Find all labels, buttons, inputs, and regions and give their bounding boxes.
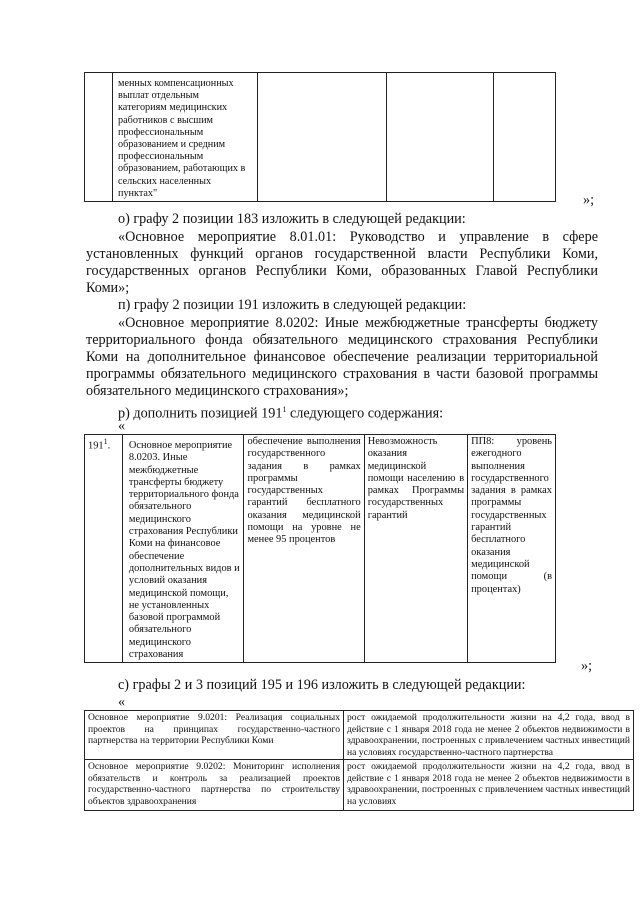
cell-text [113, 73, 258, 202]
superscript: 1 [282, 405, 287, 414]
table-191-1 [84, 434, 556, 663]
cell-empty [493, 73, 555, 202]
cell-content: Основное мероприятие 9.0202: Мониторинг исполнения обязательств и контроль за реализацией проектов государственно-частного партнерства по строительству объектов здравоохранения [88, 761, 340, 807]
cell-empty [257, 73, 386, 202]
cell-content: Основное мероприятие 9.0201: Реализация социальных проектов на принципах государственно-частного партнерства на территории Республики Коми [88, 712, 340, 746]
cell-col3 [344, 760, 634, 811]
close-quote: »; [583, 192, 595, 208]
item-s-heading: с) графы 2 и 3 позиций 195 и 196 изложить в следующей редакции: [118, 677, 526, 693]
cell-col3 [244, 435, 364, 663]
table-row [85, 435, 556, 663]
table-row [85, 73, 556, 202]
open-quote: « [118, 418, 126, 434]
item-o-heading: о) графу 2 позиции 183 изложить в следующей редакции: [118, 211, 466, 227]
heading-text: р) дополнить позицией 191 [118, 405, 283, 422]
cell-col5 [468, 435, 556, 663]
cell-col2 [85, 760, 344, 811]
cell-content: рост ожидаемой продолжительности жизни на 4,2 года, ввод в действие с 1 января 2018 года не менее 2 объектов недвижимости в здравоохранении, построенных с привлечением частных инвестиций на условиях [347, 761, 630, 807]
item-o-text: «Основное мероприятие 8.01.01: Руководство и управление в сфере установленных функций органов государственной власти Республики Коми, государственных органов Республики Коми, образованных Главой Республики Коми»; [86, 229, 598, 296]
cell-col3 [344, 711, 634, 760]
open-quote: « [118, 694, 126, 710]
cell-col4 [364, 435, 467, 663]
cell-content: Основное мероприятие 8.0203. Иные межбюджетные трансферты бюджету территориального фонда обязательного медицинского страхования Республики Коми на финансовое обеспечение дополнительных видов и условий оказания медицинской помощи, не установленных базовой программой обязательного медицинского страхования [128, 440, 240, 661]
close-quote: »; [581, 658, 593, 674]
top-table [84, 72, 556, 202]
cell-content: менных компенсационных выплат отдельным категориям медицинских работников с высшим профессиональным образованием и средним профессиональным образованием, работающих в сельских населенных пунктах" [118, 78, 246, 199]
cell-content: рост ожидаемой продолжительности жизни на 4,2 года, ввод в действие с 1 января 2018 года не менее 2 объектов недвижимости в здравоохранении, построенных с привлечением частных инвестиций на условиях государственно-частного партнерства [347, 712, 630, 758]
cell-num [85, 435, 123, 663]
item-p-heading: п) графу 2 позиции 191 изложить в следующей редакции: [118, 297, 467, 313]
table-row [85, 711, 634, 760]
cell-content: Невозможность оказания медицинской помощи населению в рамках Программы государственных гарантий [367, 436, 465, 521]
row-number: 191 [88, 440, 104, 452]
table-195-196 [84, 710, 634, 811]
heading-text: следующего содержания: [286, 405, 444, 422]
cell-empty [85, 73, 113, 202]
cell-content: ПП8: уровень ежегодного выполнения государственного задания в рамках программы государственных гарантий бесплатного оказания медицинской помощи (в процентах) [471, 436, 552, 595]
item-p-text: «Основное мероприятие 8.0202: Иные межбюджетные трансферты бюджету территориального фонда обязательного медицинского страхования Республики Коми на дополнительное финансовое обеспечение реализации территориальной программы обязательного медицинского страхования в части базовой программы обязательного медицинского страхования»; [86, 315, 598, 399]
cell-col2 [122, 435, 244, 663]
cell-empty [387, 73, 493, 202]
table-row [85, 760, 634, 811]
item-r-heading [118, 401, 598, 423]
cell-col2 [85, 711, 344, 760]
superscript: 1 [103, 437, 108, 446]
row-number-dot: . [107, 440, 111, 452]
cell-content: обеспечение выполнения государственного задания в рамках программы государственных гарантий бесплатного оказания медицинской помощи на уровне не менее 95 процентов [247, 436, 361, 546]
